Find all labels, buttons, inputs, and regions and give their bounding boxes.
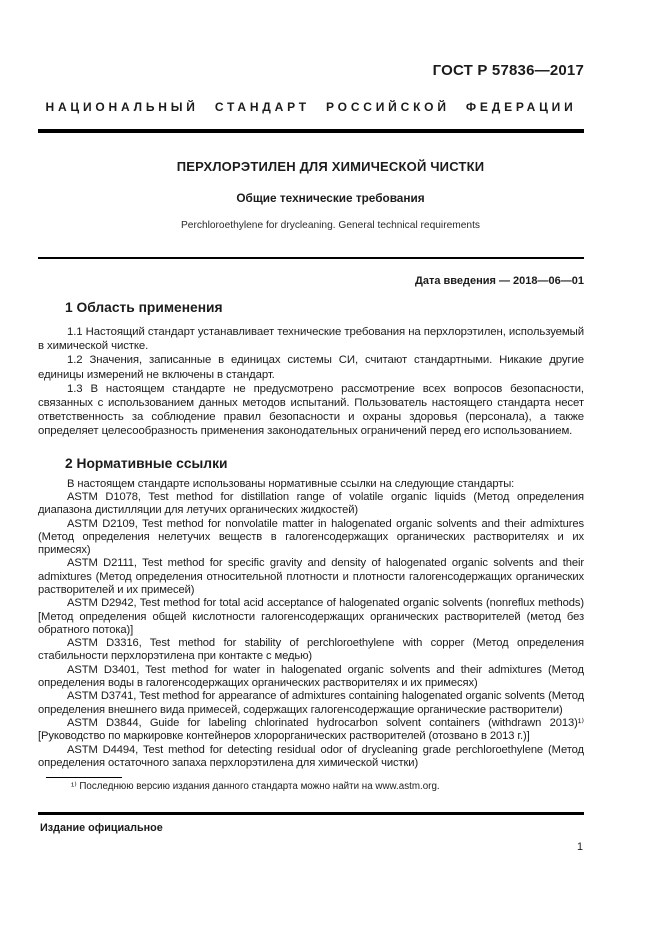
standard-title: ПЕРХЛОРЭТИЛЕН ДЛЯ ХИМИЧЕСКОЙ ЧИСТКИ bbox=[176, 159, 485, 174]
page-number: 1 bbox=[576, 841, 583, 853]
effective-date: Дата введения — 2018—06—01 bbox=[415, 275, 584, 287]
references-list bbox=[38, 491, 584, 770]
reference-astm-d1078: ASTM D1078, Test method for distillation range of volatile organic liquids (Метод определения диапазона дистилляции для летучих органических жидкостей) bbox=[38, 490, 584, 517]
title-separator-rule bbox=[38, 257, 584, 259]
footnote-text: ¹⁾ Последнюю версию издания данного стандарта можно найти на www.astm.org. bbox=[71, 781, 440, 793]
title-block bbox=[0, 159, 661, 232]
standard-title-english: Perchloroethylene for drycleaning. General technical requirements bbox=[181, 220, 480, 231]
section-2-heading: 2 Нормативные ссылки bbox=[65, 455, 228, 471]
reference-astm-d4494: ASTM D4494, Test method for detecting residual odor of drycleaning grade perchloroethylene (Метод определения остаточного запаха перхлорэтилена для химической чистки) bbox=[38, 743, 584, 769]
national-standard-banner: НАЦИОНАЛЬНЫЙ СТАНДАРТ РОССИЙСКОЙ ФЕДЕРАЦИИ bbox=[45, 100, 577, 114]
header-rule bbox=[38, 129, 584, 133]
reference-astm-d2111: ASTM D2111, Test method for specific gravity and density of halogenated organic solvents and their admixtures (Метод определения относительной плотности и плотности галогенсодержащих органических растворителей и их примесей) bbox=[38, 557, 584, 596]
reference-astm-d3844: ASTM D3844, Guide for labeling chlorinated hydrocarbon solvent containers (withdrawn 2013)¹⁾ [Руководство по маркировке контейнеров хлорорганических растворителей (отозвано в 2013 г.)] bbox=[38, 716, 584, 743]
reference-astm-d3741: ASTM D3741, Test method for appearance of admixtures containing halogenated organic solvents (Метод определения внешнего вида примесей, содержащих галогенсодержащие органические растворители) bbox=[38, 690, 584, 716]
reference-astm-d2942: ASTM D2942, Test method for total acid acceptance of halogenated organic solvents (nonreflux methods) [Метод определения общей кислотности галогенсодержащих органических растворителей (метод без обратного потока)] bbox=[38, 597, 584, 636]
section-2-intro: В настоящем стандарте использованы нормативные ссылки на следующие стандарты: bbox=[67, 477, 515, 490]
paragraph-1-2: 1.2 Значения, записанные в единицах системы СИ, считают стандартными. Никакие другие единицы измерений не включены в стандарт. bbox=[38, 354, 584, 381]
section-1-heading: 1 Область применения bbox=[65, 300, 223, 315]
paragraph-1-1: 1.1 Настоящий стандарт устанавливает технические требования на перхлорэтилен, используемый в химической чистке. bbox=[38, 326, 584, 353]
footnote-separator-rule bbox=[46, 777, 122, 778]
standard-subtitle: Общие технические требования bbox=[236, 191, 425, 205]
doc-number: ГОСТ Р 57836—2017 bbox=[432, 62, 584, 79]
reference-astm-d2109: ASTM D2109, Test method for nonvolatile matter in halogenated organic solvents and their admixtures (Метод определения нелетучих веществ в галогенсодержащих органических растворителях и их примесях) bbox=[38, 517, 584, 557]
reference-astm-d3316: ASTM D3316, Test method for stability of perchloroethylene with copper (Метод определения стабильности перхлорэтилена при контакте с медью) bbox=[38, 637, 584, 663]
footer-rule bbox=[38, 812, 584, 815]
reference-astm-d3401: ASTM D3401, Test method for water in halogenated organic solvents and their admixtures (Метод определения воды в галогенсодержащих органических растворителях и их примесях) bbox=[38, 663, 584, 690]
page-content bbox=[38, 0, 584, 793]
edition-note: Издание официальное bbox=[40, 822, 163, 834]
paragraph-1-3: 1.3 В настоящем стандарте не предусмотрено рассмотрение всех вопросов безопасности, связанных с использованием данных методов испытаний. Пользователь настоящего стандарта несет ответственность за соблюдение правил безопасности и охраны здоровья (персонала), а также определяет целесообразность применения законодательных ограничений перед его использованием. bbox=[38, 382, 584, 438]
